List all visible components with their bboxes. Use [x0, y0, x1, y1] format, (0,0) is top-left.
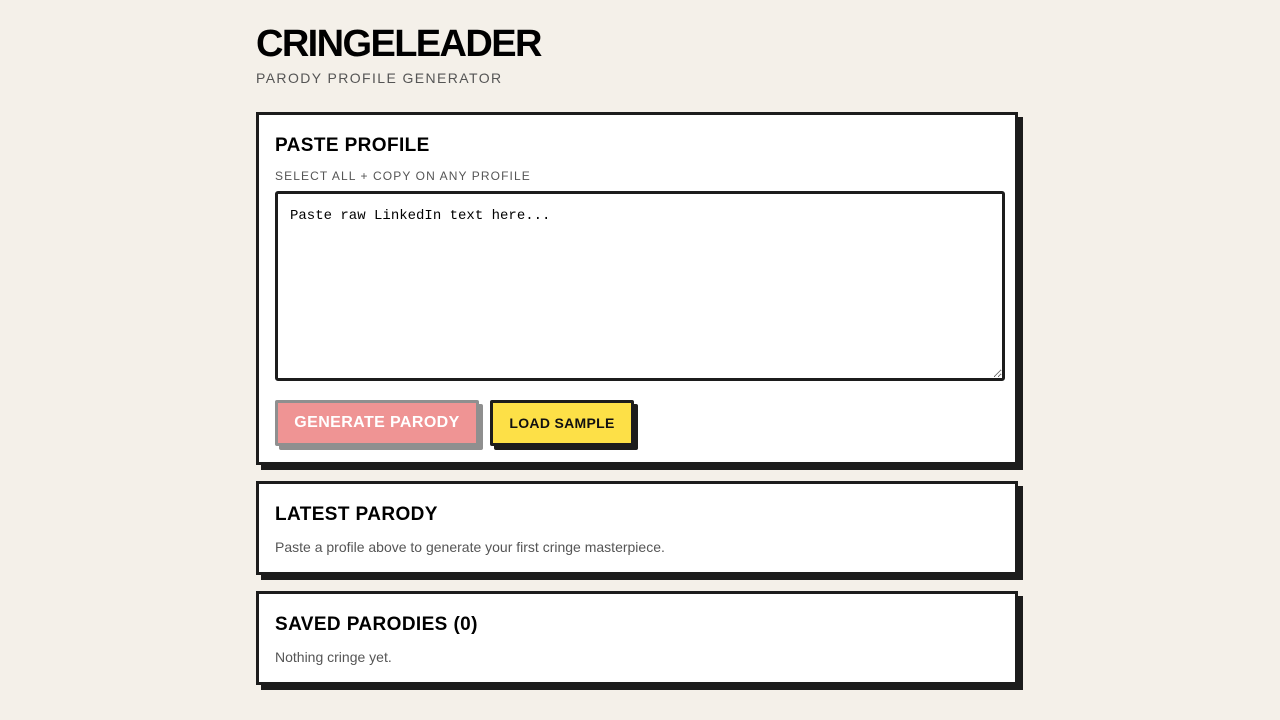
load-sample-button[interactable]: LOAD SAMPLE — [490, 400, 634, 446]
app-title: CRINGELEADER — [256, 23, 541, 65]
paste-profile-heading: PASTE PROFILE — [275, 135, 430, 156]
paste-profile-card — [256, 112, 1018, 465]
saved-parodies-heading: SAVED PARODIES (0) — [275, 614, 478, 635]
paste-profile-hint: SELECT ALL + COPY ON ANY PROFILE — [275, 169, 531, 183]
saved-parodies-empty-text: Nothing cringe yet. — [275, 649, 392, 665]
latest-parody-empty-text: Paste a profile above to generate your first cringe masterpiece. — [275, 539, 665, 555]
generate-parody-button[interactable]: GENERATE PARODY — [275, 400, 479, 446]
saved-parodies-card — [256, 591, 1018, 685]
app-subtitle: PARODY PROFILE GENERATOR — [256, 70, 503, 86]
profile-text-input[interactable] — [275, 191, 1005, 381]
latest-parody-heading: LATEST PARODY — [275, 504, 438, 525]
latest-parody-card — [256, 481, 1018, 575]
